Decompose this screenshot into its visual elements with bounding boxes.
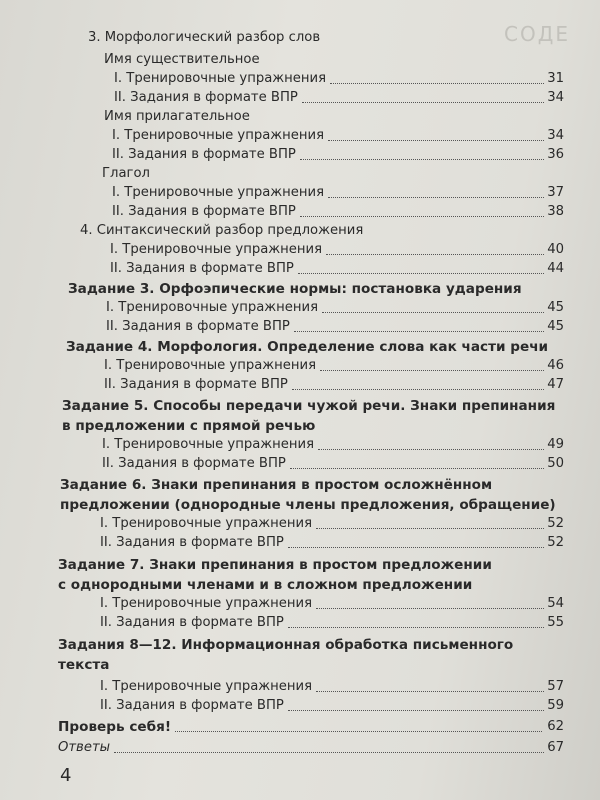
toc-entry-title: Глагол: [102, 166, 150, 181]
toc-entry-title: II. Задания в формате ВПР: [106, 319, 290, 334]
toc-entry: [0, 261, 600, 281]
toc-entry-title: Задание 3. Орфоэпические нормы: постановка ударения: [68, 281, 522, 297]
toc-entry: [0, 516, 600, 536]
toc-entry: [0, 109, 600, 129]
toc-entry-title: I. Тренировочные упражнения: [104, 358, 317, 373]
toc-entry-title: I. Тренировочные упражнения: [114, 71, 327, 86]
dot-leader: [302, 102, 544, 103]
toc-entry-title: текста: [58, 657, 110, 673]
toc-entry: [0, 71, 600, 91]
toc-entry-page: 50: [547, 456, 564, 471]
toc-entry: [0, 615, 600, 635]
toc-entry-title: I. Тренировочные упражнения: [100, 516, 313, 531]
toc-entry: [0, 637, 600, 657]
toc-entry-page: 44: [547, 261, 564, 276]
toc-entry-title: II. Задания в формате ВПР: [102, 456, 286, 471]
toc-entry-title: II. Задания в формате ВПР: [100, 615, 284, 630]
toc-entry: [0, 204, 600, 224]
dot-leader: [294, 331, 544, 332]
toc-entry: [0, 456, 600, 476]
toc-entry: [0, 719, 600, 739]
toc-entry: [0, 437, 600, 457]
toc-entry: [0, 740, 600, 760]
toc-entry-page: 52: [547, 535, 564, 550]
toc-entry-page: 47: [547, 377, 564, 392]
dot-leader: [288, 710, 544, 711]
toc-entry-title: I. Тренировочные упражнения: [100, 679, 313, 694]
dot-leader: [292, 389, 544, 390]
dot-leader: [298, 273, 544, 274]
toc-entry: [0, 577, 600, 597]
toc-entry-page: 52: [547, 516, 564, 531]
toc-entry: [0, 90, 600, 110]
dot-leader: [328, 197, 544, 198]
dot-leader: [326, 254, 544, 255]
toc-entry: [0, 185, 600, 205]
toc-entry-title: Проверь себя!: [58, 719, 172, 735]
dot-leader: [175, 731, 542, 732]
dot-leader: [300, 216, 544, 217]
toc-entry-title: I. Тренировочные упражнения: [112, 128, 325, 143]
toc-entry-page: 31: [547, 71, 564, 86]
toc-entry-title: Имя существительное: [104, 52, 260, 67]
toc-entry: [0, 557, 600, 577]
toc-entry-title: II. Задания в формате ВПР: [114, 90, 298, 105]
toc-entry: [0, 497, 600, 517]
dot-leader: [288, 627, 544, 628]
toc-entry-title: Задание 7. Знаки препинания в простом предложении: [58, 557, 492, 573]
page-number: 4: [60, 765, 72, 786]
toc-entry-page: 57: [547, 679, 564, 694]
toc-entry: [0, 128, 600, 148]
toc-entry-page: 45: [547, 300, 564, 315]
toc-entry: [0, 698, 600, 718]
dot-leader: [330, 83, 544, 84]
toc-entry-title: 3. Морфологический разбор слов: [88, 30, 321, 45]
show-through-heading: СОДЕ: [504, 22, 570, 46]
toc-entry-page: 62: [547, 719, 564, 734]
toc-entry: [0, 30, 600, 50]
toc-entry-page: 34: [547, 90, 564, 105]
toc-entry-title: I. Тренировочные упражнения: [106, 300, 319, 315]
toc-entry-page: 36: [547, 147, 564, 162]
toc-entry-page: 55: [547, 615, 564, 630]
toc-entry: [0, 535, 600, 555]
dot-leader: [322, 312, 544, 313]
toc-entry: [0, 339, 600, 359]
toc-entry: [0, 679, 600, 699]
toc-entry: [0, 166, 600, 186]
toc-entry-title: Задание 4. Морфология. Определение слова как части речи: [66, 339, 549, 355]
toc-entry-title: Задания 8—12. Информационная обработка письменного: [58, 637, 514, 653]
dot-leader: [318, 449, 544, 450]
toc-entry: [0, 223, 600, 243]
toc-entry-title: предложении (однородные члены предложения, обращение): [60, 497, 556, 513]
toc-entry-title: II. Задания в формате ВПР: [104, 377, 288, 392]
toc-entry-page: 34: [547, 128, 564, 143]
toc-entry: [0, 52, 600, 72]
toc-entry-title: II. Задания в формате ВПР: [100, 698, 284, 713]
toc-entry-title: Задание 5. Способы передачи чужой речи. Знаки препинания: [62, 398, 556, 414]
toc-entry-page: 59: [547, 698, 564, 713]
toc-entry-title: II. Задания в формате ВПР: [112, 204, 296, 219]
toc-entry-page: 45: [547, 319, 564, 334]
toc-entry-title: 4. Синтаксический разбор предложения: [80, 223, 364, 238]
toc-entry: [0, 377, 600, 397]
toc-entry: [0, 300, 600, 320]
toc-entry-page: 67: [547, 740, 564, 755]
toc-entry-page: 49: [547, 437, 564, 452]
toc-entry-title: I. Тренировочные упражнения: [102, 437, 315, 452]
dot-leader: [316, 528, 544, 529]
toc-entry-title: I. Тренировочные упражнения: [112, 185, 325, 200]
toc-entry-title: Ответы: [58, 740, 111, 755]
dot-leader: [316, 691, 544, 692]
dot-leader: [316, 608, 544, 609]
toc-entry: [0, 281, 600, 301]
toc-entry: [0, 477, 600, 497]
toc-entry-title: II. Задания в формате ВПР: [100, 535, 284, 550]
toc-entry: [0, 358, 600, 378]
toc-entry: [0, 242, 600, 262]
dot-leader: [320, 370, 544, 371]
toc-entry-page: 38: [547, 204, 564, 219]
toc-entry: [0, 319, 600, 339]
toc-entry-title: в предложении с прямой речью: [62, 418, 316, 434]
dot-leader: [114, 752, 544, 753]
dot-leader: [300, 159, 544, 160]
toc-entry-title: Задание 6. Знаки препинания в простом осложнённом: [60, 477, 493, 493]
toc-entry-page: 54: [547, 596, 564, 611]
dot-leader: [290, 468, 544, 469]
toc-entry-title: II. Задания в формате ВПР: [112, 147, 296, 162]
toc-entry-page: 40: [547, 242, 564, 257]
dot-leader: [288, 547, 544, 548]
toc-entry: [0, 147, 600, 167]
toc-entry-title: с однородными членами и в сложном предложении: [58, 577, 473, 593]
toc-entry: [0, 398, 600, 418]
dot-leader: [328, 140, 544, 141]
toc-entry-page: 46: [547, 358, 564, 373]
toc-entry: [0, 657, 600, 677]
toc-entry-title: Имя прилагательное: [104, 109, 250, 124]
toc-entry-page: 37: [547, 185, 564, 200]
toc-entry-title: II. Задания в формате ВПР: [110, 261, 294, 276]
toc-entry: [0, 596, 600, 616]
toc-entry-title: I. Тренировочные упражнения: [100, 596, 313, 611]
toc-entry: [0, 418, 600, 438]
toc-entry-title: I. Тренировочные упражнения: [110, 242, 323, 257]
